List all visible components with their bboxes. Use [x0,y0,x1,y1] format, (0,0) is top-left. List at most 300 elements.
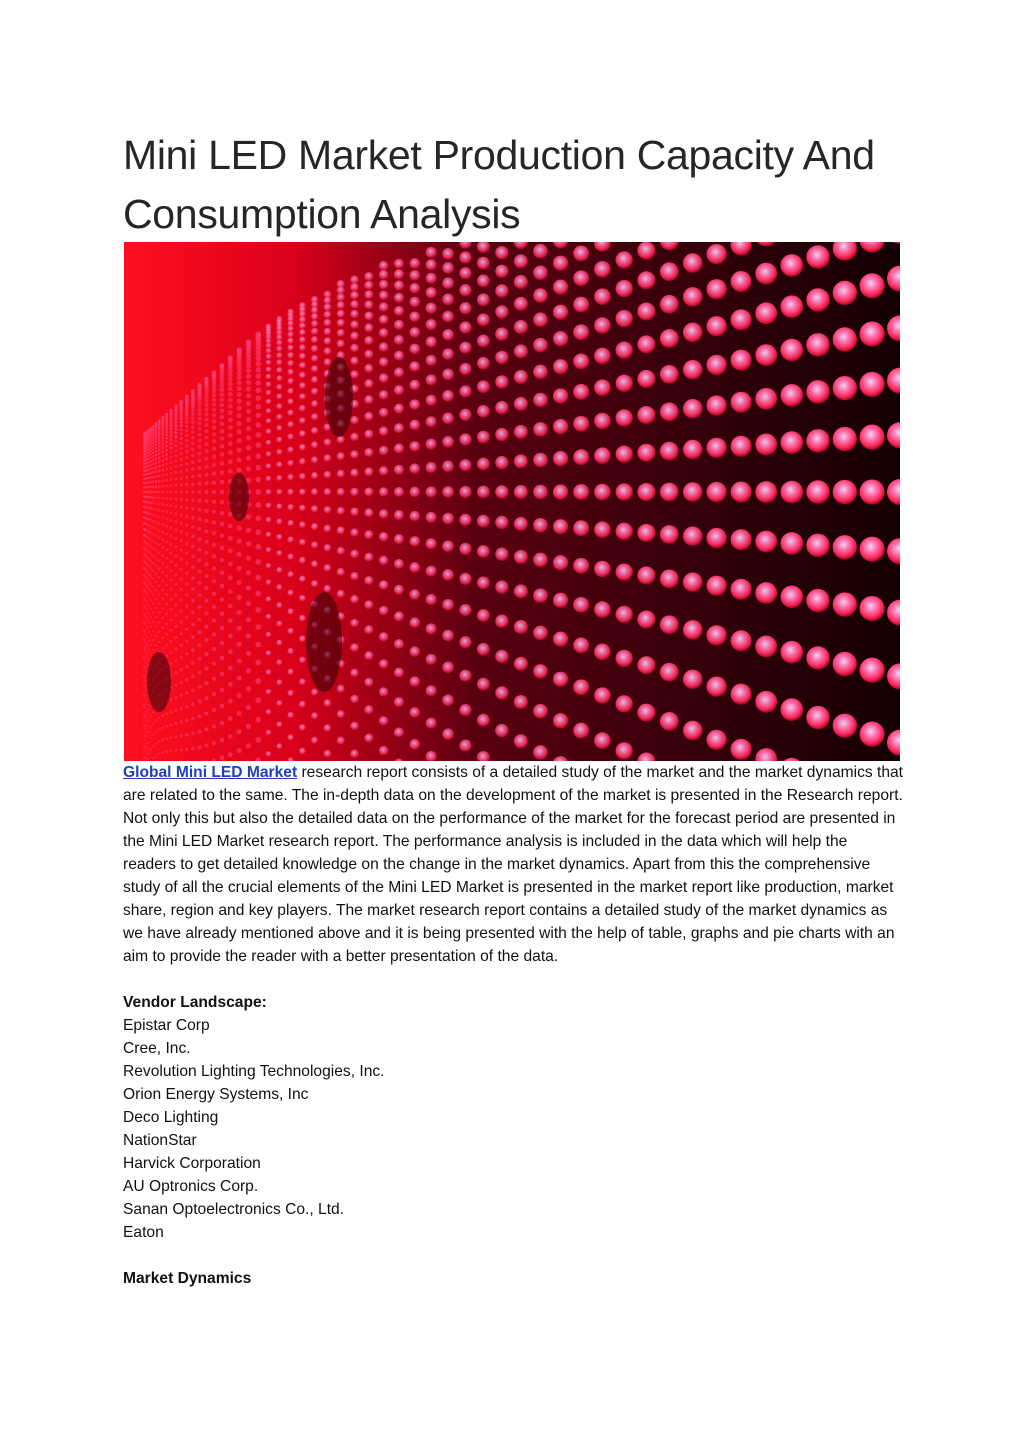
led-dot [212,480,216,484]
led-dot [616,695,633,712]
led-dot [150,748,152,750]
led-dot [426,395,437,406]
led-dot [255,373,261,379]
led-dot [152,471,154,473]
led-dot [165,593,168,596]
led-dot [350,370,359,379]
led-dot [255,413,261,419]
led-dot [707,438,727,458]
led-dot [350,416,359,425]
led-dot [191,430,195,434]
led-dot [152,514,154,516]
led-dot [477,313,490,326]
led-dot [143,695,145,697]
led-dot [146,627,148,629]
led-dot [616,310,633,327]
led-dot [337,507,345,515]
led-dot [379,716,389,726]
led-dot [180,417,183,420]
led-dot [185,469,188,472]
led-dot [152,486,154,488]
led-dot [255,624,261,630]
led-dot [637,483,655,501]
led-dot [860,722,885,747]
led-dot [287,734,294,741]
led-dot [191,702,195,706]
led-dot [174,490,177,493]
led-dot [174,554,177,557]
led-dot [191,565,195,569]
led-dot [158,475,161,478]
led-dot [148,461,150,463]
led-dot [299,473,306,480]
led-dot [144,649,146,651]
led-dot [246,724,251,729]
led-dot [191,611,195,615]
led-dot [174,435,177,438]
led-dot [379,487,389,497]
led-dot [637,271,655,289]
led-dot [299,372,306,379]
led-dot [191,436,195,440]
led-dot [533,244,548,259]
led-dot [833,480,857,504]
led-dot [237,457,242,462]
led-dot [145,634,147,636]
led-dot [152,463,154,465]
led-dot [152,639,154,641]
led-dot [379,556,389,566]
led-dot [155,635,157,637]
led-dot [152,508,154,510]
led-dot [594,484,611,501]
led-dot [806,646,829,669]
led-dot [379,270,389,280]
led-dot [198,569,202,573]
led-dot [459,409,471,421]
led-dot [148,445,150,447]
led-dot [237,595,242,600]
led-dot [170,472,173,475]
led-dot [806,429,829,452]
led-dot [477,257,490,270]
led-dot [148,441,150,443]
led-dot [337,547,345,555]
led-dot [781,254,804,277]
led-dot [394,259,404,269]
led-dot [212,543,216,547]
led-dot [198,671,202,675]
led-dot [170,569,173,572]
led-dot [228,433,233,438]
led-dot [170,497,173,500]
led-dot [150,468,152,470]
led-dot [573,384,589,400]
led-dot [174,428,177,431]
led-dot [409,258,420,269]
led-dot [148,448,150,450]
led-dot [594,348,611,365]
led-dot [594,379,611,396]
led-dot [237,675,242,680]
led-dot [150,464,152,466]
led-dot [146,571,148,573]
led-dot [144,632,146,634]
led-dot [553,555,568,570]
led-dot [442,390,454,402]
led-dot [148,565,150,567]
led-dot [287,409,294,416]
led-dot [337,310,345,318]
led-dot [204,540,208,544]
led-dot [266,489,272,495]
led-dot [204,481,208,485]
led-dot [185,515,188,518]
led-dot [220,422,225,427]
led-dot [299,336,306,343]
led-dot [170,736,173,739]
led-dot [266,632,272,638]
led-dot [409,441,420,452]
led-dot [185,476,188,479]
led-dot [158,491,161,494]
led-dot [495,401,508,414]
led-dot [170,551,173,554]
led-dot [150,491,152,493]
led-dot [174,573,177,576]
led-dot [198,537,202,541]
led-dot [409,270,420,281]
led-dot [152,502,154,504]
led-dot [426,355,437,366]
led-dot [165,425,168,428]
led-dot [299,405,306,412]
led-dot [198,700,202,704]
led-dot [409,707,420,718]
led-dot [637,335,655,353]
led-dot [152,649,154,651]
led-dot [276,700,282,706]
led-dot [145,652,147,654]
led-dot [514,275,528,289]
led-dot [616,342,633,359]
led-dot [146,655,148,657]
led-dot [364,311,373,320]
led-dot [155,471,157,473]
led-dot [442,630,454,642]
led-dot [198,397,202,401]
led-dot [170,608,173,611]
led-dot [204,574,208,578]
led-dot [276,414,282,420]
led-dot [155,431,157,433]
led-dot [161,491,164,494]
led-dot [276,352,282,358]
led-dot [324,724,332,732]
led-dot [731,482,752,503]
led-dot [237,539,242,544]
led-dot [198,714,202,718]
led-dot [514,657,528,671]
led-dot [255,502,261,508]
led-dot [174,418,177,421]
led-dot [204,429,208,433]
led-dot [150,437,152,439]
led-dot [707,677,727,697]
led-dot [204,473,208,477]
led-dot [364,395,373,404]
led-dot [180,598,183,601]
led-dot [514,620,528,634]
led-dot [311,456,318,463]
led-dot [459,342,471,354]
led-dot [165,623,168,626]
led-dot [155,508,157,510]
led-dot [155,557,157,559]
led-dot [246,668,251,673]
led-dot [442,599,454,611]
led-dot [255,356,261,362]
led-dot [731,529,752,550]
led-dot [266,390,272,396]
led-dot [145,592,147,594]
led-dot [150,513,152,515]
led-dot [806,380,829,403]
led-dot [170,456,173,459]
led-dot [553,484,568,499]
led-dot [394,639,404,649]
led-dot [158,576,161,579]
led-dot [146,636,148,638]
led-dot [660,615,679,634]
led-dot [148,457,150,459]
led-dot [237,748,242,753]
led-dot [311,388,318,395]
led-dot [426,566,437,577]
led-dot [364,508,373,517]
led-dot [266,348,272,354]
led-dot [148,709,150,711]
led-dot [180,424,183,427]
led-dot [185,748,188,751]
led-dot [220,671,225,676]
led-dot [212,398,216,402]
led-dot [185,532,188,535]
led-dot [514,734,528,748]
led-dot [148,486,150,488]
led-dot [152,586,154,588]
led-dot [266,532,272,538]
led-dot [180,707,183,710]
led-dot [755,302,777,324]
led-dot [191,460,195,464]
led-dot [276,679,282,685]
led-dot [144,640,146,642]
led-dot [170,651,173,654]
led-dot [731,392,752,413]
led-dot [495,428,508,441]
led-dot [150,644,152,646]
led-dot [364,600,373,609]
led-dot [158,456,161,459]
led-dot [594,732,611,749]
led-dot [170,527,173,530]
led-dot [220,392,225,397]
led-dot [442,436,454,448]
led-dot [180,530,183,533]
led-dot [266,366,272,372]
led-dot [409,536,420,547]
led-dot [145,731,147,733]
led-dot [158,431,161,434]
led-dot [155,742,157,744]
led-dot [220,687,225,692]
led-dot [394,306,404,316]
led-dot [165,612,168,615]
led-dot [660,262,679,281]
led-dot [833,592,857,616]
led-dot [185,483,188,486]
led-dot [255,387,261,393]
led-dot [266,408,272,414]
led-dot [731,630,752,651]
led-dot [246,466,251,471]
led-dot [495,327,508,340]
led-dot [212,724,216,728]
led-dot [594,687,611,704]
led-dot [174,431,177,434]
led-dot [220,641,225,646]
led-dot [394,280,404,290]
led-dot [394,559,404,569]
led-dot [212,605,216,609]
led-dot [180,720,183,723]
led-dot [442,348,454,360]
led-dot [533,553,548,568]
led-dot [148,622,150,624]
led-dot [833,376,857,400]
led-dot [707,355,727,375]
led-dot [781,384,804,407]
led-dot [220,546,225,551]
led-dot [442,513,454,525]
led-dot [148,537,150,539]
led-dot [379,466,389,476]
led-dot [185,490,188,493]
led-dot [185,616,188,619]
led-dot [683,620,702,639]
led-dot [180,539,183,542]
led-dot [161,474,164,477]
page-title: Mini LED Market Production Capacity And Consumption Analysis [123,132,875,237]
led-dot [212,531,216,535]
led-dot [246,528,251,533]
led-dot [161,443,164,446]
led-dot [311,689,318,696]
led-dot [237,429,242,434]
led-dot [220,584,225,589]
led-dot [459,604,471,616]
led-dot [364,412,373,421]
led-dot [220,756,225,761]
led-dot [158,593,161,596]
led-dot [781,586,804,609]
led-dot [311,313,318,320]
led-dot [228,536,233,541]
led-dot [379,408,389,418]
led-dot [191,425,195,429]
led-dot [287,669,294,676]
led-dot [637,406,655,424]
led-dot [514,425,528,439]
led-dot [246,435,251,440]
led-dot [246,555,251,560]
led-dot [228,417,233,422]
led-dot [165,491,168,494]
led-dot [755,481,777,503]
led-dot [212,592,216,596]
led-dot [212,463,216,467]
led-dot [150,444,152,446]
led-dot [180,447,183,450]
led-dot [146,602,148,604]
led-dot [379,357,389,367]
led-dot [158,631,161,634]
led-dot [165,497,168,500]
led-dot [495,375,508,388]
led-dot [276,743,282,749]
led-dot [287,628,294,635]
led-dot [364,323,373,332]
led-dot [191,623,195,627]
led-dot [287,398,294,405]
led-dot [185,506,188,509]
led-dot [152,455,154,457]
led-dot [683,721,702,740]
led-dot [180,644,183,647]
led-dot [174,477,177,480]
led-dot [533,453,548,468]
vendor-item: Harvick Corporation [123,1155,261,1172]
led-dot [161,516,164,519]
led-dot [350,722,359,731]
led-dot [533,365,548,380]
led-dot [220,388,225,393]
led-dot [152,540,154,542]
led-dot [144,717,146,719]
led-dot [170,618,173,621]
led-dot [350,572,359,581]
led-dot [246,601,251,606]
global-mini-led-market-link[interactable]: Global Mini LED Market [123,764,298,781]
led-dot [860,596,885,621]
led-dot [246,455,251,460]
led-dot [426,416,437,427]
led-dot [276,584,282,590]
led-dot [185,425,188,428]
led-dot [276,393,282,399]
led-dot [409,589,420,600]
led-dot [155,731,157,733]
led-dot [150,502,152,504]
led-dot [155,549,157,551]
led-dot [350,669,359,678]
led-dot [150,453,152,455]
led-dot [337,737,345,745]
led-dot [191,409,195,413]
led-dot [150,737,152,739]
led-dot [573,520,589,536]
